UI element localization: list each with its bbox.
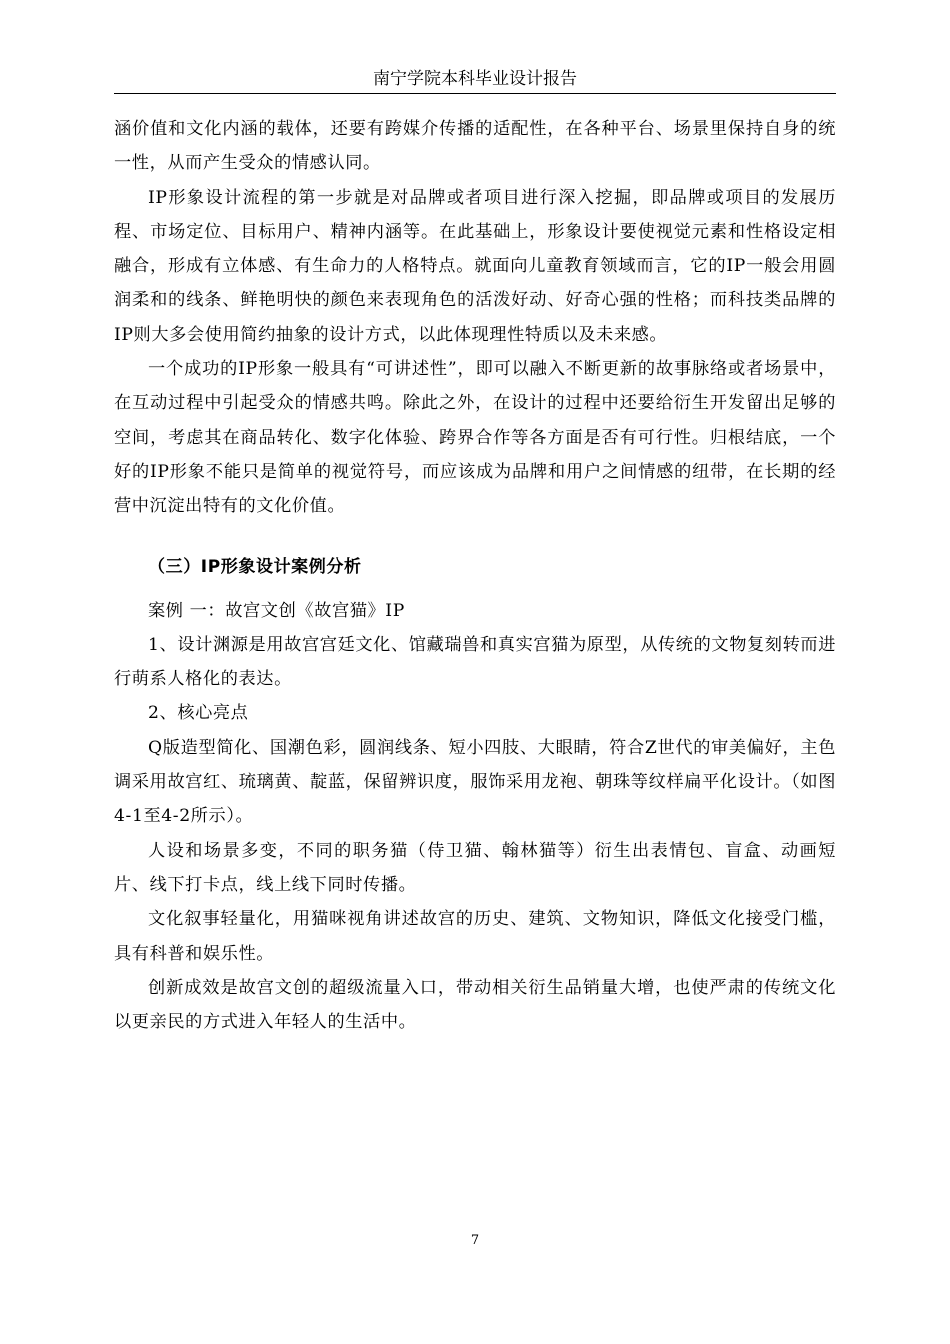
page-header-title: 南宁学院本科毕业设计报告 xyxy=(373,69,577,89)
body-text xyxy=(114,112,836,1039)
case-item-origin: 1、设计渊源是用故宫宫廷文化、馆藏瑞兽和真实宫猫为原型，从传统的文物复刻转而进行萌系人格化的表达。 xyxy=(114,634,836,690)
page-number: 7 xyxy=(470,1233,480,1248)
paragraph-narrative: 文化叙事轻量化，用猫咪视角讲述故宫的历史、建筑、文物知识，降低文化接受门槛，具有科普和娱乐性。 xyxy=(114,909,836,964)
paragraph-style: Q版造型简化、国潮色彩，圆润线条、短小四肢、大眼睛，符合Z世代的审美偏好，主色调采用故宫红、琉璃黄、靛蓝，保留辨识度，服饰采用龙袍、朝珠等纹样扁平化设计。（如图4-1至4-2所示）。 xyxy=(114,737,836,827)
header-divider xyxy=(114,93,836,94)
section-heading: （三）IP形象设计案例分析 xyxy=(148,556,362,577)
paragraph-scenes: 人设和场景多变，不同的职务猫（侍卫猫、翰林猫等）衍生出表情包、盲盒、动画短片、线下打卡点，线上线下同时传播。 xyxy=(114,840,836,895)
paragraph-effect: 创新成效是故宫文创的超级流量入口，带动相关衍生品销量大增，也使严肃的传统文化以更亲民的方式进入年轻人的生活中。 xyxy=(114,977,836,1033)
paragraph-continuation: 涵价值和文化内涵的载体，还要有跨媒介传播的适配性，在各种平台、场景里保持自身的统一性，从而产生受众的情感认同。 xyxy=(114,119,836,174)
paragraph-successful-ip: 一个成功的IP形象一般具有“可讲述性”，即可以融入不断更新的故事脉络或者场景中，在互动过程中引起受众的情感共鸣。除此之外，在设计的过程中还要给衍生开发留出足够的空间，考虑其在商品转化、数字化体验、跨界合作等各方面是否有可行性。归根结底，一个好的IP形象不能只是简单的视觉符号，而应该成为品牌和用户之间情感的纽带，在长期的经营中沉淀出特有的文化价值。 xyxy=(114,359,836,517)
paragraph-design-process: IP形象设计流程的第一步就是对品牌或者项目进行深入挖掘，即品牌或项目的发展历程、市场定位、目标用户、精神内涵等。在此基础上，形象设计要使视觉元素和性格设定相融合，形成有立体感、有生命力的人格特点。就面向儿童教育领域而言，它的IP一般会用圆润柔和的线条、鲜艳明快的颜色来表现角色的活泼好动、好奇心强的性格；而科技类品牌的IP则大多会使用简约抽象的设计方式，以此体现理性特质以及未来感。 xyxy=(114,187,836,345)
case-item-highlights: 2、核心亮点 xyxy=(148,703,249,724)
case-title: 案例 一：故宫文创《故宫猫》IP xyxy=(148,600,405,621)
